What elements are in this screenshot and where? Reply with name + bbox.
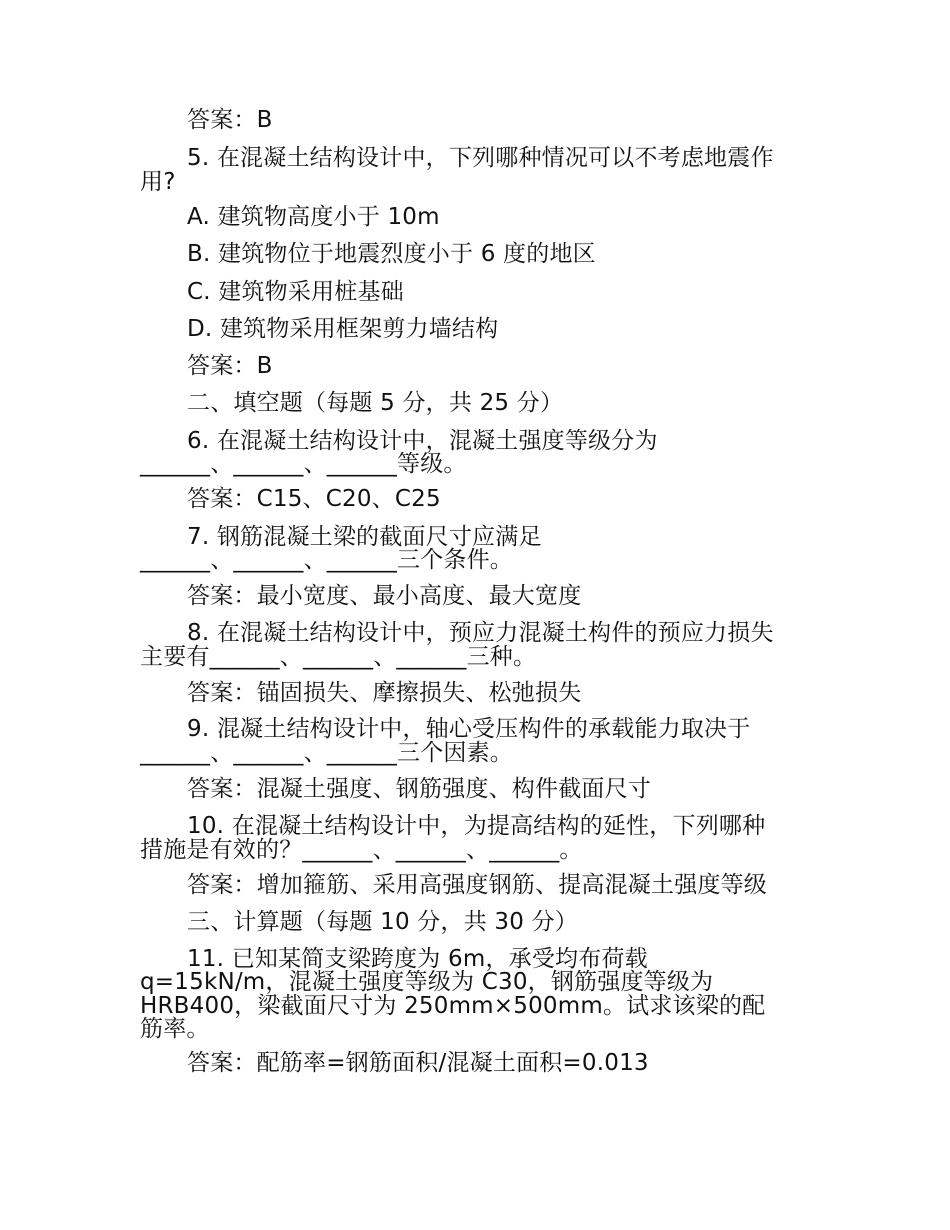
answer-6: 答案：C15、C20、C25 <box>187 486 441 512</box>
question-8-line-2: 主要有______、______、______三种。 <box>140 644 537 670</box>
question-6-line-2: ______、______、______等级。 <box>140 451 467 477</box>
question-9-line-2: ______、______、______三个因素。 <box>140 740 513 766</box>
answer-8: 答案：锚固损失、摩擦损失、松弛损失 <box>187 680 582 706</box>
answer-10: 答案：增加箍筋、采用高强度钢筋、提高混凝土强度等级 <box>187 872 767 898</box>
section-2-heading: 二、填空题（每题 5 分，共 25 分） <box>187 390 564 416</box>
question-6-line-1: 6. 在混凝土结构设计中，混凝土强度等级分为 <box>187 428 658 454</box>
question-9-line-1: 9. 混凝土结构设计中，轴心受压构件的承载能力取决于 <box>187 716 751 742</box>
question-10-line-1: 10. 在混凝土结构设计中，为提高结构的延性，下列哪种 <box>187 813 766 839</box>
question-10-line-2: 措施是有效的？______、______、______。 <box>140 837 583 863</box>
option-b: B. 建筑物位于地震烈度小于 6 度的地区 <box>187 241 596 267</box>
question-7-line-2: ______、______、______三个条件。 <box>140 547 513 573</box>
question-8-line-1: 8. 在混凝土结构设计中，预应力混凝土构件的预应力损失 <box>187 620 774 646</box>
question-7-line-1: 7. 钢筋混凝土梁的截面尺寸应满足 <box>187 524 542 550</box>
question-11-line-3: HRB400，梁截面尺寸为 250mm×500mm。试求该梁的配 <box>140 993 766 1019</box>
question-5-line-1: 5. 在混凝土结构设计中，下列哪种情况可以不考虑地震作 <box>187 145 774 171</box>
answer-4: 答案：B <box>187 107 273 133</box>
answer-11: 答案：配筋率=钢筋面积/混凝土面积=0.013 <box>187 1050 649 1076</box>
question-11-line-4: 筋率。 <box>140 1016 210 1042</box>
option-a: A. 建筑物高度小于 10m <box>187 204 440 230</box>
section-3-heading: 三、计算题（每题 10 分，共 30 分） <box>187 909 578 935</box>
option-d: D. 建筑物采用框架剪力墙结构 <box>187 316 499 342</box>
question-11-line-1: 11. 已知某简支梁跨度为 6m，承受均布荷载 <box>187 946 648 972</box>
answer-5: 答案：B <box>187 353 273 379</box>
answer-9: 答案：混凝土强度、钢筋强度、构件截面尺寸 <box>187 776 651 802</box>
option-c: C. 建筑物采用桩基础 <box>187 279 404 305</box>
question-5-line-2: 用? <box>140 169 176 195</box>
question-11-line-2: q=15kN/m，混凝土强度等级为 C30，钢筋强度等级为 <box>140 969 714 995</box>
answer-7: 答案：最小宽度、最小高度、最大宽度 <box>187 583 582 609</box>
